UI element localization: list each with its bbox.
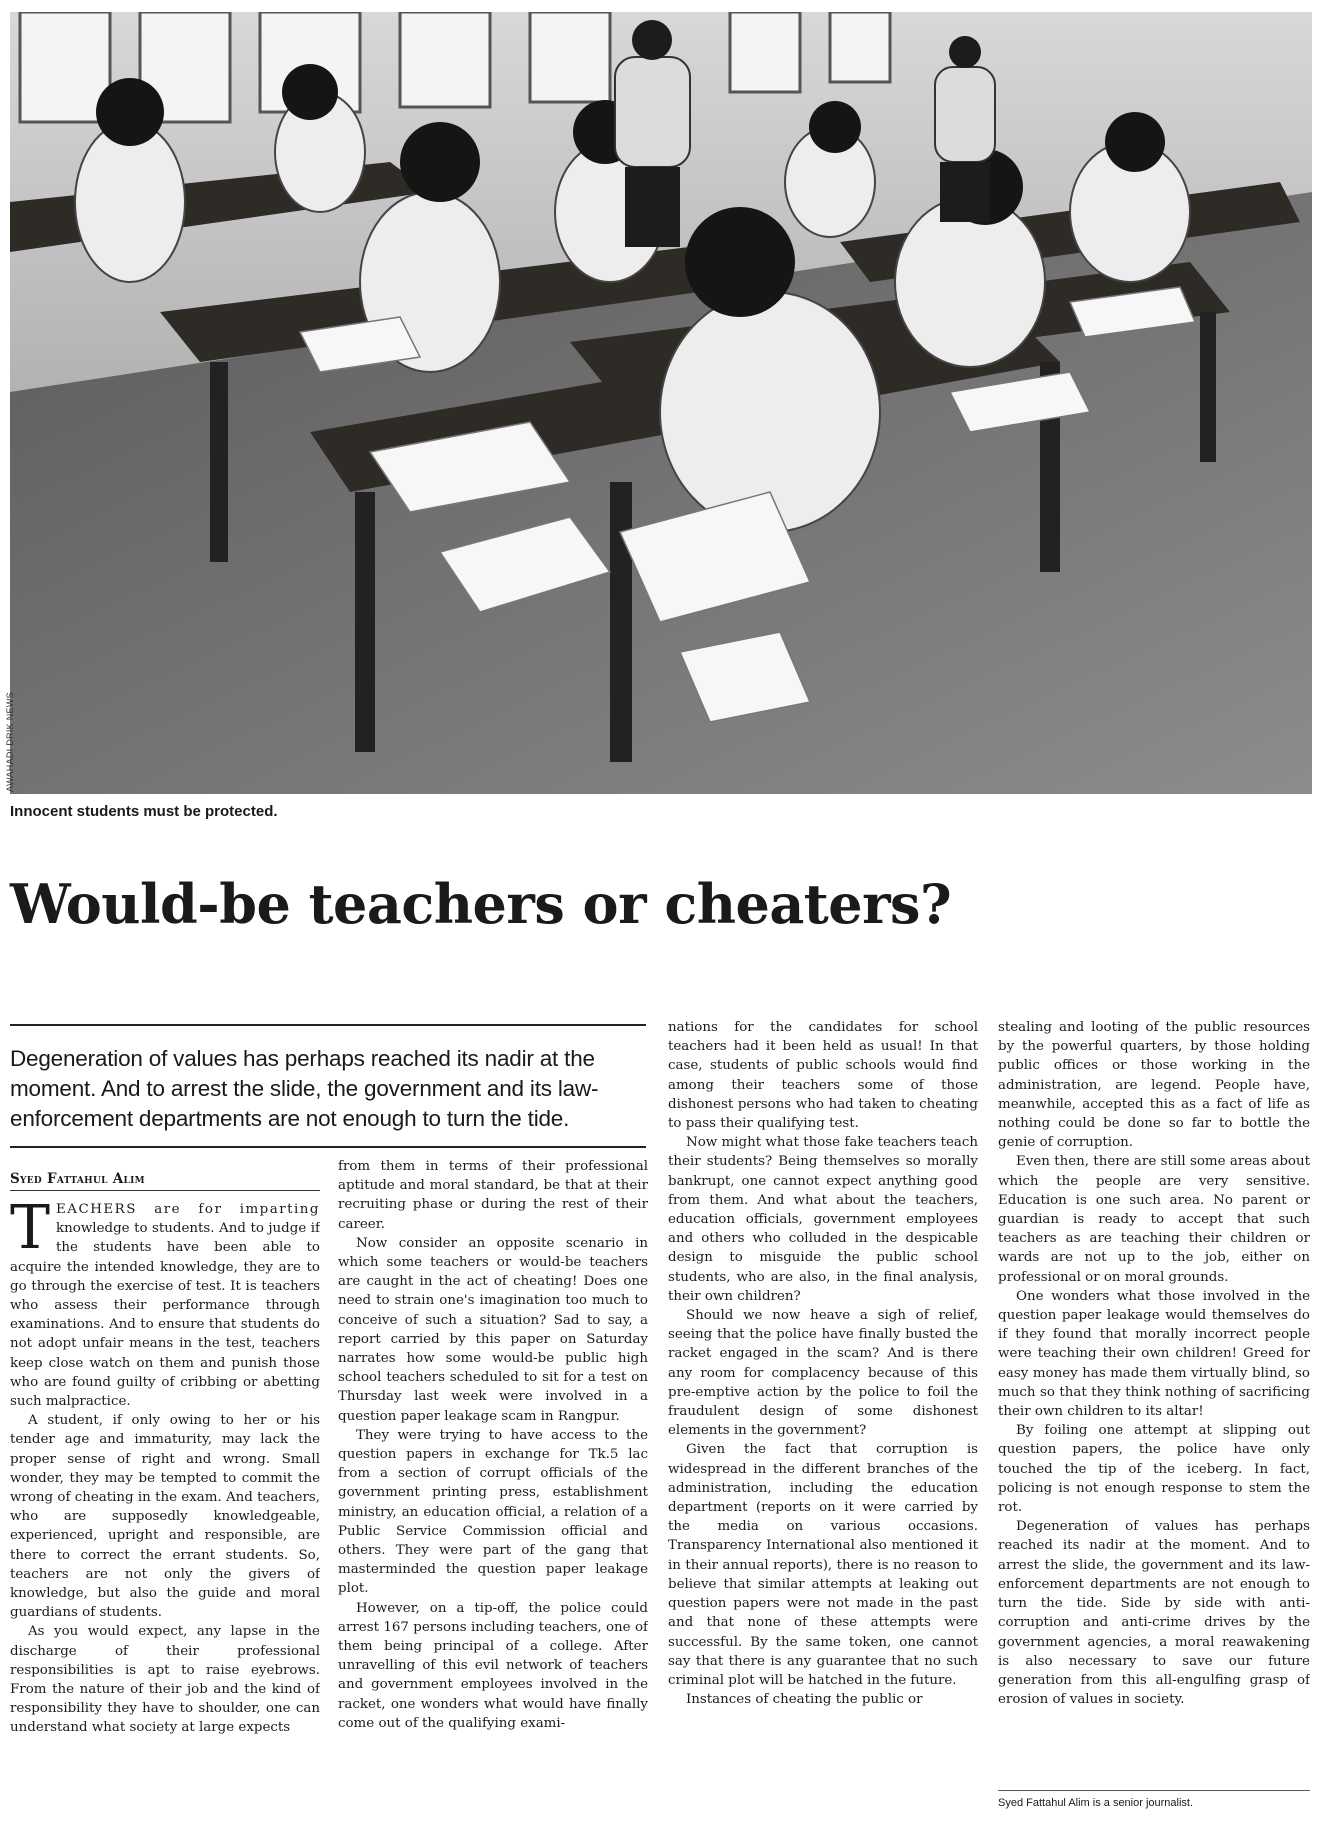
article-column-2 — [338, 1157, 648, 1820]
body-paragraph: As you would expect, any lapse in the discharge of their professional responsibilities is apt to raise eyebrows. From the nature of their job and the kind of responsibility they have to shoulder, one can understand what society at large expects — [10, 1624, 320, 1736]
body-paragraph: stealing and looting of the public resources by the powerful quarters, by those holding public offices or those working in the administration, are legend. People have, meanwhile, accepted this as a fact of life as nothing could be done so far to bottle the genie of corruption. — [998, 1020, 1310, 1151]
body-paragraph: Given the fact that corruption is widespread in the different branches of the administration, including the education department (reports on it were carried by the media on various occasions. Transparency International also mentioned it in their annual reports), there is no reason to believe that similar attempts at leaking out question papers were not made in the past and that none of these attempts were successful. By the same token, one cannot say that there is any guarantee that no such criminal plot will be hatched in the future. — [668, 1442, 978, 1688]
body-paragraph: Now consider an opposite scenario in which some teachers or would-be teachers are caught in the act of cheating! Does one need to strain one's imagination too much to conceive of such a situation? Sad to say, a report carried by this paper on Saturday narrates how some would-be public high school teachers scheduled to sit for a test on Thursday last week were involved in a question paper leakage scam in Rangpur. — [338, 1235, 648, 1424]
body-paragraph: By foiling one attempt at slipping out question papers, the police have only touched the tip of the iceberg. In fact, policing is not enough response to stem the rot. — [998, 1423, 1310, 1516]
author-byline: Syed Fattahul Alim — [10, 1171, 320, 1191]
article-column-1 — [10, 1200, 320, 1820]
body-paragraph: Should we now heave a sigh of relief, seeing that the police have finally busted the racket engaged in the scam? And is there any room for complacency because of this pre-emptive action by the police to foil the fraudulent design of some dishonest elements in the government? — [668, 1308, 978, 1439]
body-paragraph: Now might what those fake teachers teach their students? Being themselves so morally bankrupt, one cannot expect anything good from them. And what about the teachers, education officials, government employees and others who colluded in the despicable design to misguide the public school students, who are also, in the final analysis, their own children? — [668, 1135, 978, 1304]
body-paragraph: However, on a tip-off, the police could arrest 167 persons including teachers, one of them being principal of a college. After unravelling of this evil network of teachers and government employees involved in the racket, one wonders what would have finally come out of the qualifying exami- — [338, 1600, 648, 1731]
body-paragraph: Degeneration of values has perhaps reached its nadir at the moment. And to arrest the slide, the government and its law-enforcement departments are not enough to turn the tide. Side by side with anti-corruption and anti-crime drives by the government agencies, a moral reawakening is also necessary to save our future generation from this all-engulfing grasp of erosion of values in society. — [998, 1519, 1310, 1708]
article-column-4 — [998, 1018, 1310, 1783]
drop-cap: T — [10, 1200, 51, 1263]
lead-in: EACHERS are for imparting — [56, 1202, 320, 1217]
photo-caption: Innocent students must be protected. — [10, 803, 278, 820]
body-paragraph: They were trying to have access to the question papers in exchange for Tk.5 lac from a section of corrupt officials of the government printing press, establishment ministry, an education official, a relation of a Public Service Commission official and others. They were part of the gang that masterminded the question paper leakage plot. — [338, 1427, 648, 1597]
exam-hall-illustration — [10, 12, 1312, 794]
body-paragraph: from them in terms of their professional aptitude and moral standard, be that at their recruiting phase or during the rest of their career. — [338, 1159, 648, 1232]
exam-hall-photo — [10, 12, 1312, 794]
article-column-3 — [668, 1018, 978, 1820]
body-paragraph: Even then, there are still some areas about which the people are very sensitive. Education is one such area. No parent or guardian is ready to accept that such teachers as are teaching their children or wards are not up to the job, either on professional or on moral grounds. — [998, 1154, 1310, 1285]
body-paragraph: A student, if only owing to her or his tender age and immaturity, may lack the proper sense of right and wrong. Small wonder, they may be tempted to commit the wrong of cheating in the exam. And teachers, who are supposedly knowledgeable, experienced, upright and responsible, are there to correct the errant students. So, teachers are not only the givers of knowledge, but also the guide and moral guardians of students. — [10, 1413, 320, 1621]
article-headline: Would-be teachers or cheaters? — [10, 872, 952, 936]
photo-credit: AWAHADI DRIK NEWS — [5, 692, 15, 792]
body-paragraph: One wonders what those involved in the question paper leakage would themselves do if they found that morally incorrect people were teaching their own children! Greed for easy money has made them virtually blind, so much so that they think nothing of sacrificing their own children to its altar! — [998, 1288, 1310, 1420]
body-paragraph: TEACHERS are for imparting knowledge to students. And to judge if the students have been able to acquire the intended knowledge, they are to go through the exercise of test. It is teachers who assess their performance through examinations. And to ensure that students do not adopt unfair means in the test, teachers keep close watch on them and punish those who are found guilty of cribbing or abetting such malpractice. — [10, 1200, 320, 1410]
article-deck: Degeneration of values has perhaps reached its nadir at the moment. And to arrest the slide, the government and its law-enforcement departments are not enough to turn the tide. — [10, 1024, 646, 1148]
author-signature: Syed Fattahul Alim is a senior journalist. — [998, 1790, 1310, 1809]
body-paragraph: nations for the candidates for school teachers had it been held as usual! In that case, students of public schools would find among their teachers some of those dishonest persons who had taken to cheating to pass their qualifying test. — [668, 1020, 978, 1132]
body-paragraph: Instances of cheating the public or — [686, 1692, 923, 1708]
